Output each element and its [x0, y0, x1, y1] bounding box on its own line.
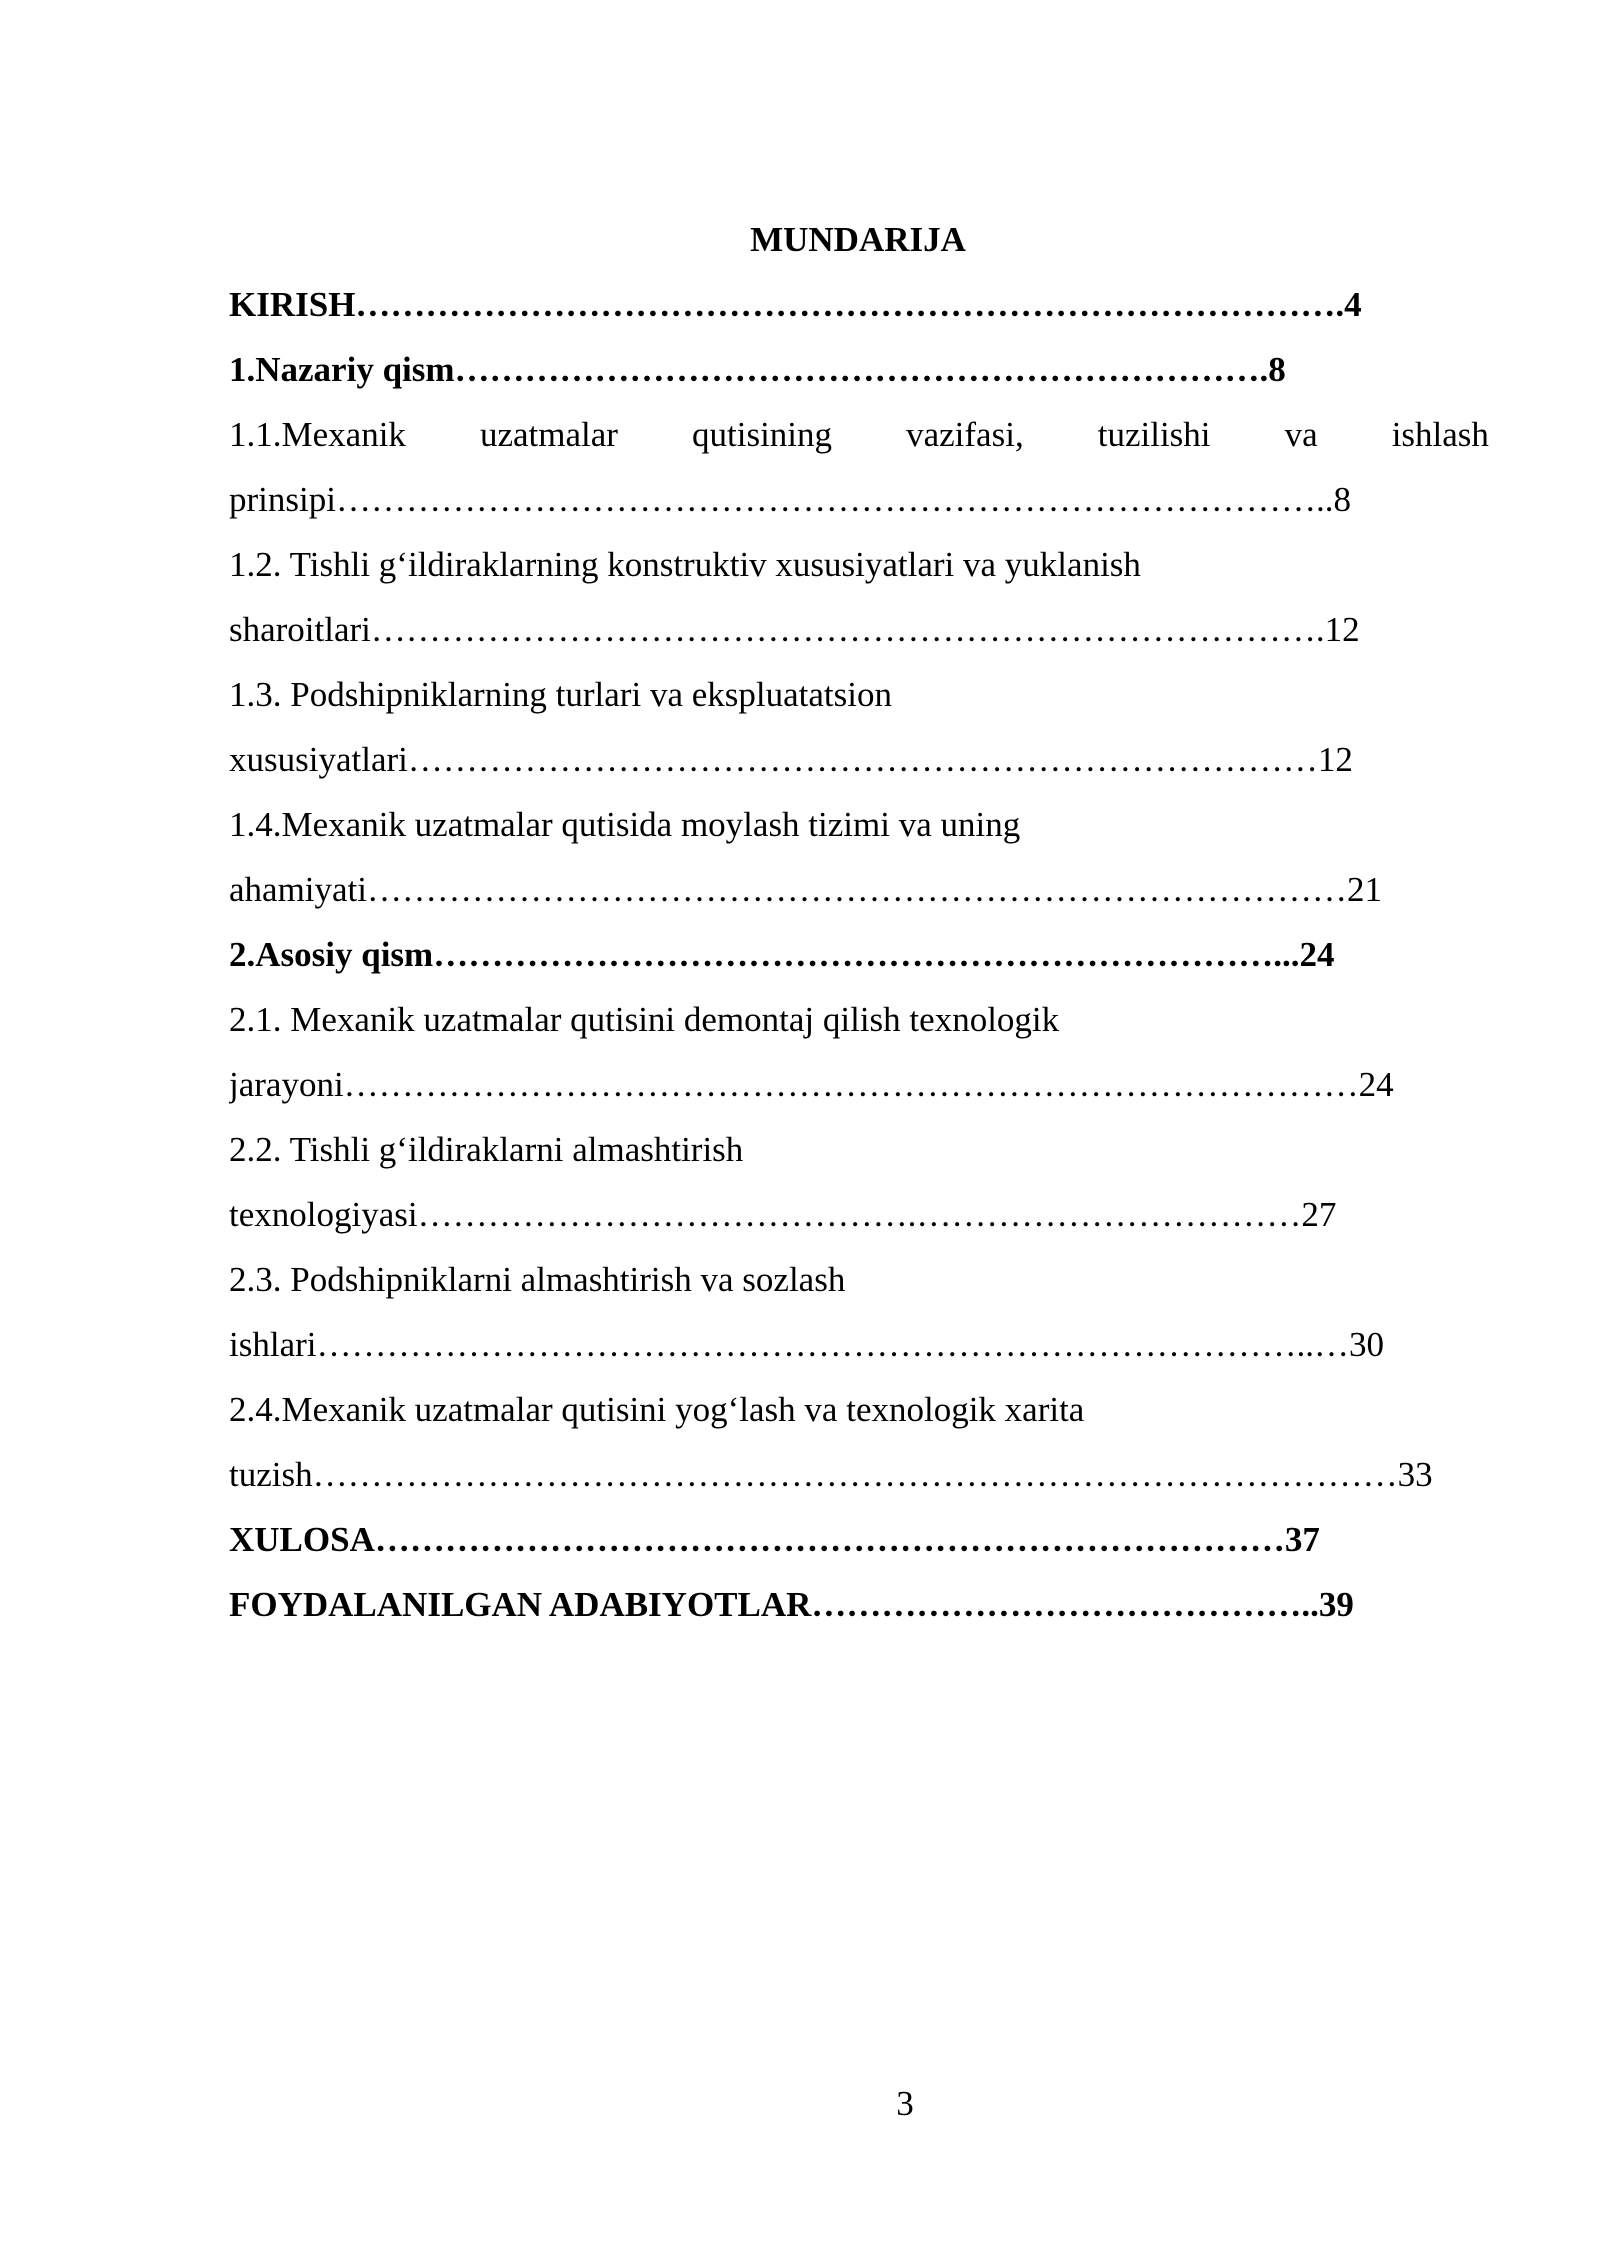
toc-entry-kirish: KIRISH………………………………………………………………………….4: [229, 285, 1362, 324]
toc-entry-nazariy-qism: 1.Nazariy qism…………………………………………………………….8: [229, 350, 1286, 389]
toc-entry-adabiyotlar: FOYDALANILGAN ADABIYOTLAR……………………………………..39: [229, 1585, 1354, 1624]
toc-entry-1-3-title: 1.3. Podshipniklarning turlari va ekspluatatsion: [229, 675, 892, 714]
toc-entry-1-4-title: 1.4.Mexanik uzatmalar qutisida moylash tizimi va uning: [229, 805, 1021, 844]
table-of-contents: [229, 272, 1489, 1637]
toc-word: va: [1284, 415, 1318, 454]
toc-entry-1-1-title: [229, 402, 1489, 467]
toc-entry-asosiy-qism: 2.Asosiy qism………………………………………………………………...24: [229, 935, 1335, 974]
toc-word: 1.1.Mexanik: [229, 415, 406, 454]
toc-entry-1-1-page: prinsipi…………………………………………………………………………..8: [229, 480, 1351, 519]
toc-entry-xulosa: XULOSA……………………………………………………………………37: [229, 1520, 1320, 1559]
toc-word: vazifasi,: [906, 415, 1024, 454]
toc-entry-2-2-page: texnologiyasi…………………………………….……………………………27: [229, 1195, 1337, 1234]
toc-entry-2-4-title: 2.4.Mexanik uzatmalar qutisini yog‘lash va texnologik xarita: [229, 1390, 1085, 1429]
toc-entry-1-2-page: sharoitlari……………………………………………………………………….12: [229, 610, 1360, 649]
toc-entry-2-2-title: 2.2. Tishli g‘ildiraklarni almashtirish: [229, 1130, 744, 1169]
toc-entry-2-3-title: 2.3. Podshipniklarni almashtirish va sozlash: [229, 1260, 846, 1299]
toc-entry-2-1-page: jarayoni……………………………………………………………………………24: [229, 1065, 1394, 1104]
toc-word: uzatmalar: [479, 415, 618, 454]
page-number: 3: [896, 2084, 914, 2123]
toc-title: MUNDARIJA: [750, 220, 966, 259]
toc-entry-1-4-page: ahamiyati…………………………………………………………………………21: [229, 870, 1383, 909]
toc-entry-1-3-page: xususiyatlari……………………………………………………………………12: [229, 740, 1353, 779]
toc-word: tuzilishi: [1097, 415, 1211, 454]
toc-word: qutisining: [692, 415, 833, 454]
toc-word: ishlash: [1391, 415, 1489, 454]
toc-entry-2-1-title: 2.1. Mexanik uzatmalar qutisini demontaj qilish texnologik: [229, 1000, 1060, 1039]
toc-entry-2-3-page: ishlari…………………………………………………………………………..…30: [229, 1325, 1384, 1364]
toc-entry-2-4-page: tuzish…………………………………………………………………………………33: [229, 1455, 1433, 1494]
toc-entry-1-2-title: 1.2. Tishli g‘ildiraklarning konstruktiv xususiyatlari va yuklanish: [229, 545, 1141, 584]
